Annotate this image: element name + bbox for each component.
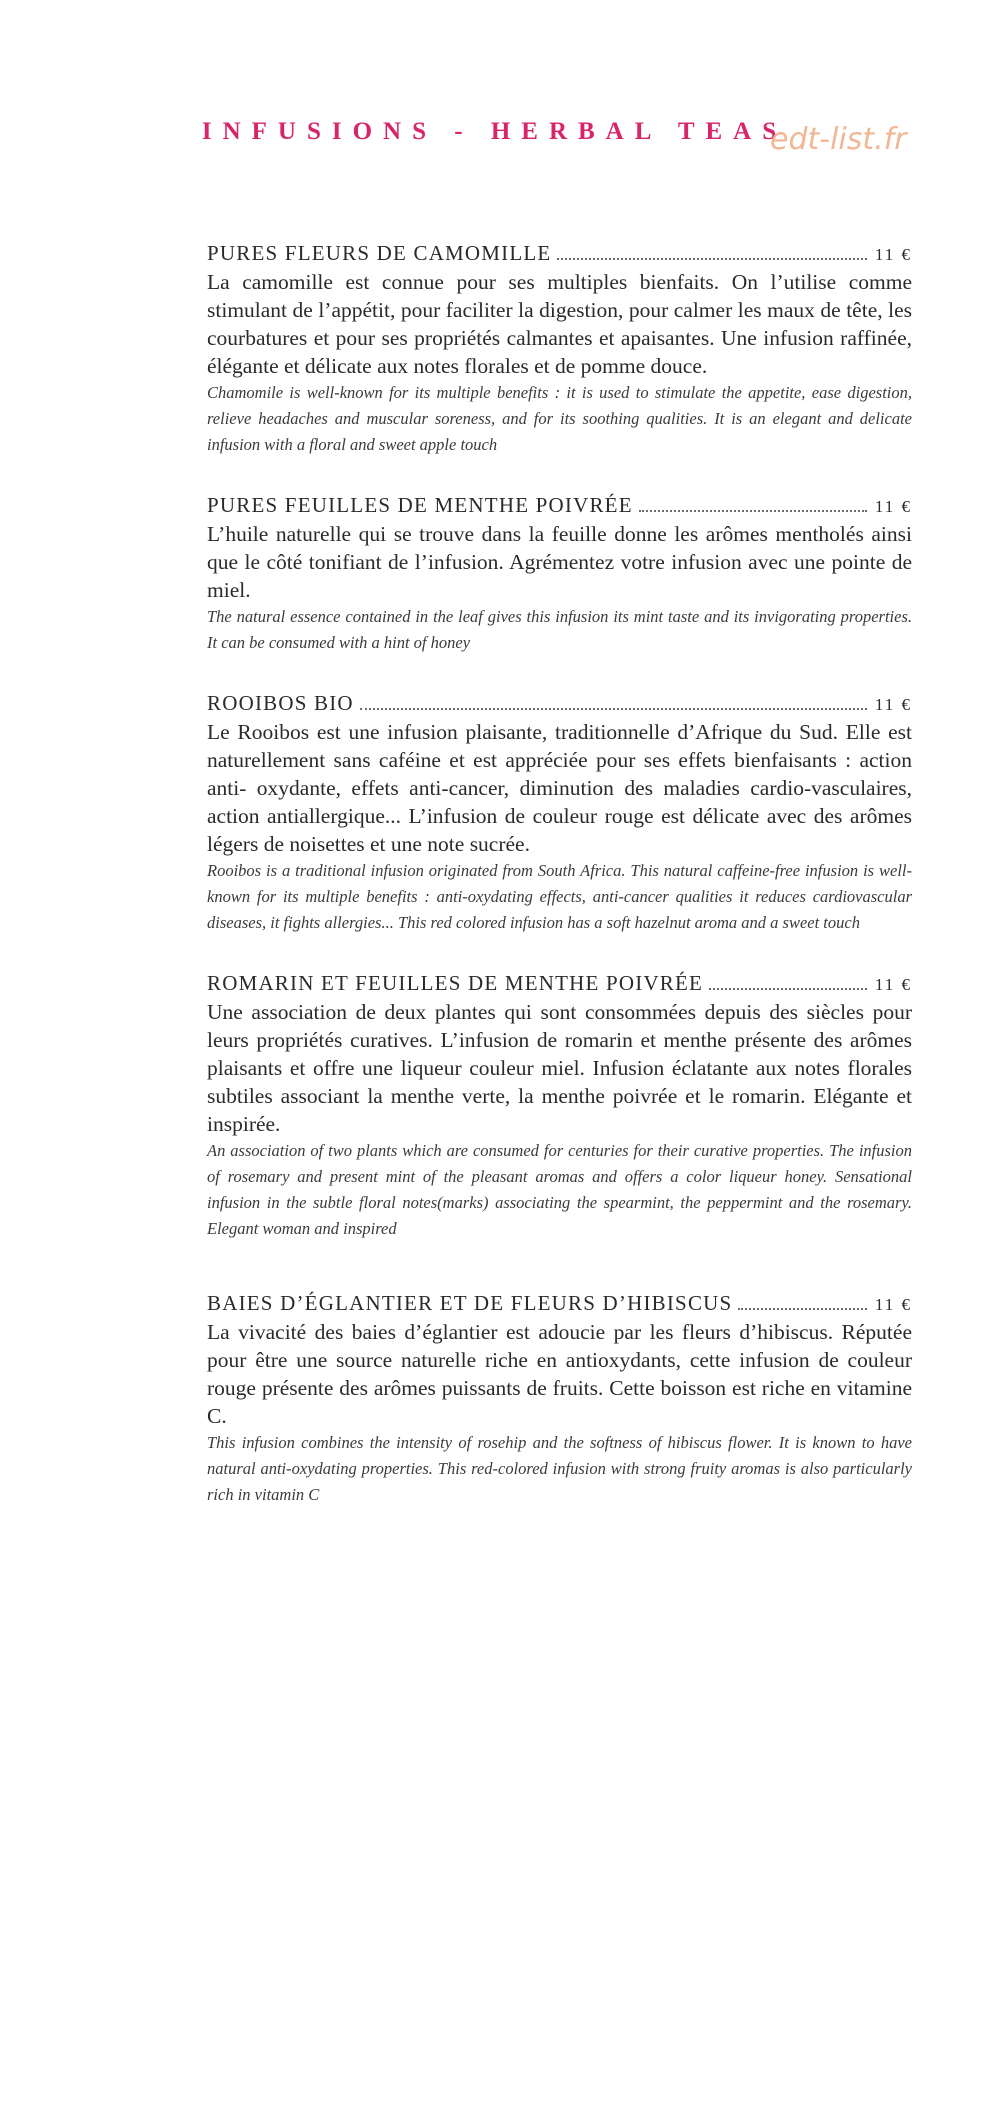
menu-item-header [207,492,912,520]
menu-item-header [207,690,912,718]
item-price: 11 € [874,975,912,994]
menu-item [207,970,912,1242]
description-english: The natural essence contained in the leaf gives this infusion its mint taste and its invigorating properties. It can be consumed with a hint of honey [207,607,912,652]
dot-leader [709,987,867,990]
watermark: edt-list.fr [770,122,907,157]
menu-item-header [207,970,912,998]
dot-leader [738,1307,866,1310]
description-english: Chamomile is well-known for its multiple benefits : it is used to stimulate the appetite, ease digestion, relieve headaches and muscular soreness, and for its soothing qualities. It is an elegant and delicate infusion with a floral and sweet apple touch [207,383,912,454]
dot-leader [557,257,866,260]
description-english: Rooibos is a traditional infusion originated from South Africa. This natural caffeine-free infusion is well-known for its multiple benefits : anti-oxydating effects, anti-cancer qualities it reduces cardiovascular diseases, it fights allergies... This red colored infusion has a soft hazelnut aroma and a sweet touch [207,861,912,932]
menu-item [207,492,912,656]
description-english: An association of two plants which are consumed for centuries for their curative properties. The infusion of rosemary and present mint of the pleasant aromas and offers a color liqueur honey. Sensational infusion in the subtle floral notes(marks) associating the spearmint, the peppermint and the rosemary. Elegant woman and inspired [207,1141,912,1238]
description-french: L’huile naturelle qui se trouve dans la feuille donne les arômes mentholés ainsi que le côté tonifiant de l’infusion. Agrémentez votre infusion avec une pointe de miel. [207,522,912,602]
item-price: 11 € [874,497,912,516]
item-name: PURES FEUILLES DE MENTHE POIVRÉE [207,493,633,517]
item-price: 11 € [874,695,912,714]
item-name: PURES FLEURS DE CAMOMILLE [207,241,552,265]
menu-item [207,690,912,936]
item-name: ROMARIN ET FEUILLES DE MENTHE POIVRÉE [207,971,704,995]
description-french: La vivacité des baies d’églantier est adoucie par les fleurs d’hibiscus. Réputée pour être une source naturelle riche en antioxydants, cette infusion de couleur rouge présente des arômes puissants de fruits. Cette boisson est riche en vitamine C. [207,1320,912,1428]
item-price: 11 € [874,245,912,264]
item-price: 11 € [874,1295,912,1314]
page-title: INFUSIONS - HERBAL TEAS [201,118,788,145]
description-french: Une association de deux plantes qui sont consommées depuis des siècles pour leurs propriétés curatives. L’infusion de romarin et menthe présente des arômes plaisants et offre une liqueur couleur miel. Infusion éclatante aux notes florales subtiles associant la menthe verte, la menthe poivrée et le romarin. Elégante et inspirée. [207,1000,912,1136]
menu-item [207,240,912,458]
menu-list [207,240,912,1508]
menu-item [207,1290,912,1508]
menu-item-header [207,240,912,268]
description-english: This infusion combines the intensity of rosehip and the softness of hibiscus flower. It is known to have natural anti-oxydating properties. This red-colored infusion with strong fruity aromas is also particularly rich in vitamin C [207,1433,912,1504]
menu-item-header [207,1290,912,1318]
item-name: BAIES D’ÉGLANTIER ET DE FLEURS D’HIBISCUS [207,1291,733,1315]
description-french: La camomille est connue pour ses multiples bienfaits. On l’utilise comme stimulant de l’appétit, pour faciliter la digestion, pour calmer les maux de tête, les courbatures et pour ses propriétés calmantes et apaisantes. Une infusion raffinée, élégante et délicate aux notes florales et de pomme douce. [207,270,912,378]
item-name: ROOIBOS BIO [207,691,354,715]
dot-leader [360,707,867,710]
description-french: Le Rooibos est une infusion plaisante, traditionnelle d’Afrique du Sud. Elle est naturellement sans caféine et est appréciée pour ses effets bienfaisants : action anti- oxydante, effets anti-cancer, diminution des maladies cardio-vasculaires, action antiallergique... L’infusion de couleur rouge est délicate avec des arômes légers de noisettes et une note sucrée. [207,720,912,856]
dot-leader [639,509,867,512]
